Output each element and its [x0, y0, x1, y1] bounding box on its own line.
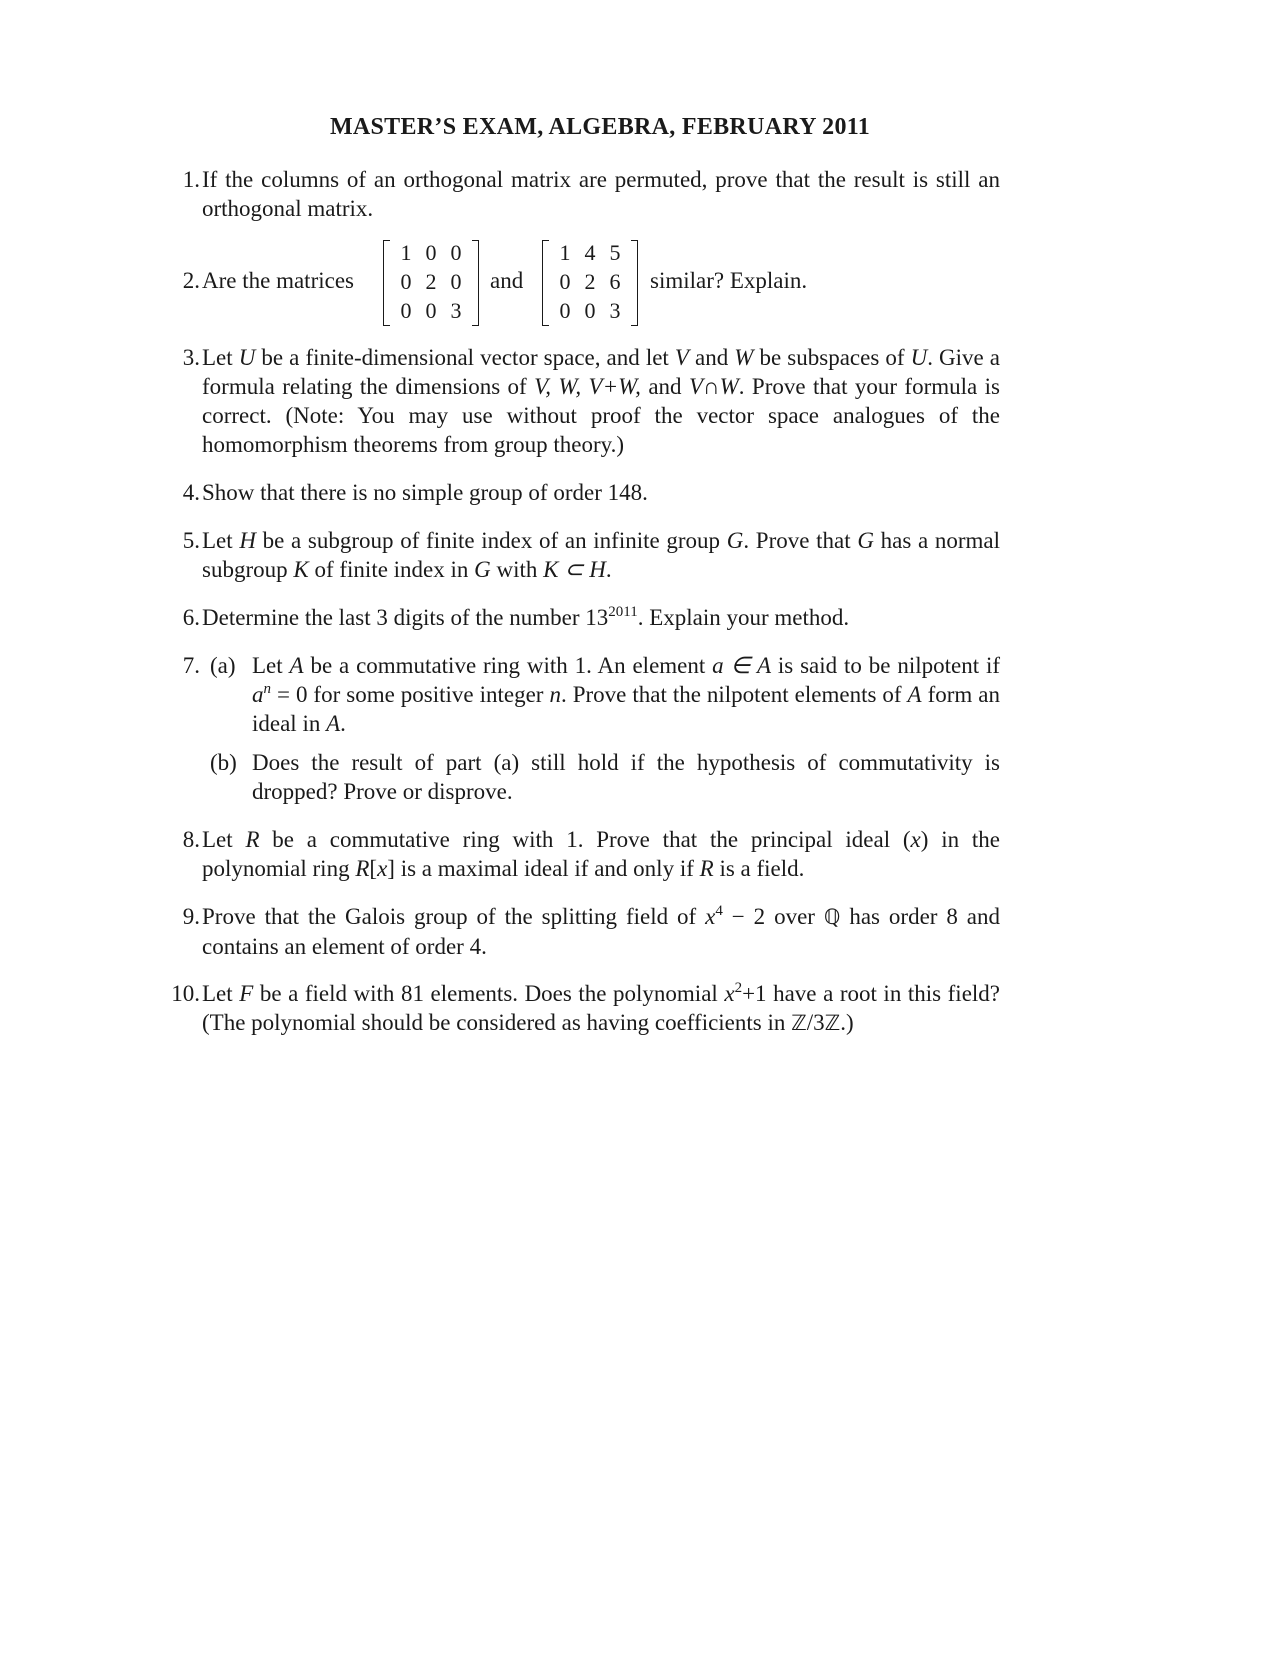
- matrix-cell: 3: [450, 298, 462, 323]
- problem-number: 7.: [182, 653, 200, 678]
- matrix-cell: 1: [559, 240, 571, 265]
- matrix-cell: 0: [400, 298, 412, 323]
- problem-9: [170, 902, 1000, 961]
- part-text: Does the result of part (a) still hold if the hypothesis of commutativity is dropped? Prove or disprove.: [252, 750, 1000, 804]
- problem-text: If the columns of an orthogonal matrix are permuted, prove that the result is still an orthogonal matrix.: [202, 167, 1000, 221]
- exponent: 2011: [608, 604, 638, 620]
- matrix-cell: 4: [584, 240, 596, 265]
- matrix-cell: 0: [584, 298, 596, 323]
- problem-1: [170, 165, 1000, 223]
- problem-7-part-b: [210, 748, 1000, 806]
- matrix-cell: 0: [425, 298, 437, 323]
- matrix-cell: 0: [450, 240, 462, 265]
- matrix-a: [383, 237, 479, 327]
- problem-2-lead: Are the matrices: [202, 268, 354, 293]
- problem-text: Let R be a commutative ring with 1. Prove that the principal ideal (x) in the polynomial ring R[x] is a maximal ideal if and only if R is a field.: [202, 827, 1000, 881]
- right-bracket: [631, 240, 638, 326]
- problem-5: [170, 526, 1000, 584]
- problem-10: [170, 979, 1000, 1038]
- matrix-cell: 2: [584, 269, 596, 294]
- problem-3: [170, 343, 1000, 459]
- matrix-cell: 1: [400, 240, 412, 265]
- matrix-cell: 0: [425, 240, 437, 265]
- problem-6: [170, 603, 1000, 632]
- matrix-cell: 3: [609, 298, 621, 323]
- matrix-cell: 0: [559, 269, 571, 294]
- problem-text: Show that there is no simple group of order 148.: [202, 480, 648, 505]
- problem-number: 9.: [182, 904, 200, 929]
- part-label: (b): [210, 750, 237, 775]
- problem-text: Let U be a finite-dimensional vector space, and let V and W be subspaces of U. Give a formula relating the dimensions of V, W, V+W, and V∩W. Prove that your formula is correct. (Note: You may use without proof the vector space analogues of the homomorphism theorems from group theory.): [202, 345, 1000, 457]
- matrix-cell: 0: [450, 269, 462, 294]
- matrix-cell: 0: [400, 269, 412, 294]
- problem-number: 8.: [182, 827, 200, 852]
- problem-2-tail: similar? Explain.: [650, 268, 808, 293]
- matrix-b: [542, 237, 638, 327]
- problem-4: [170, 478, 1000, 507]
- problem-text: Let H be a subgroup of finite index of an infinite group G. Prove that G has a normal subgroup K of finite index in G with K ⊂ H.: [202, 528, 1001, 582]
- problem-number: 10.: [171, 981, 200, 1006]
- problem-number: 1.: [182, 167, 200, 192]
- matrix-cell: 6: [609, 269, 621, 294]
- problem-number: 5.: [182, 528, 200, 553]
- problem-7-part-a: [210, 651, 1000, 738]
- matrix-cell: 2: [425, 269, 437, 294]
- problem-7: [170, 651, 1000, 806]
- left-bracket: [383, 240, 390, 326]
- right-bracket: [472, 240, 479, 326]
- problem-2-and: and: [490, 268, 524, 293]
- part-label: (a): [210, 653, 236, 678]
- matrix-cell: 5: [609, 240, 621, 265]
- problem-text: Prove that the Galois group of the splitting field of $x^4 - 2$ over ℚ has order 8 and contains an element of order 4.: [202, 903, 1001, 959]
- part-text: Let A be a commutative ring with 1. An element a ∈ A is said to be nilpotent if $a^n = 0$ for some positive integer n. Prove that the nilpotent elements of A form an ideal in A.: [252, 653, 1001, 736]
- problem-8: [170, 825, 1000, 883]
- problem-number: 2.: [182, 268, 200, 293]
- problem-text: Determine the last 3 digits of the number $13^{2011}$. Explain your method.: [202, 604, 850, 630]
- problem-number: 6.: [182, 605, 200, 630]
- problem-number: 3.: [182, 345, 200, 370]
- page-title: MASTER’S EXAM, ALGEBRA, FEBRUARY 2011: [329, 114, 871, 140]
- left-bracket: [542, 240, 549, 326]
- problem-text: Let F be a field with 81 elements. Does the polynomial $x^2+1$ have a root in this field? (The polynomial should be considered as having coefficients in ℤ/3ℤ.): [202, 980, 1000, 1035]
- problem-number: 4.: [182, 480, 200, 505]
- matrix-cell: 0: [559, 298, 571, 323]
